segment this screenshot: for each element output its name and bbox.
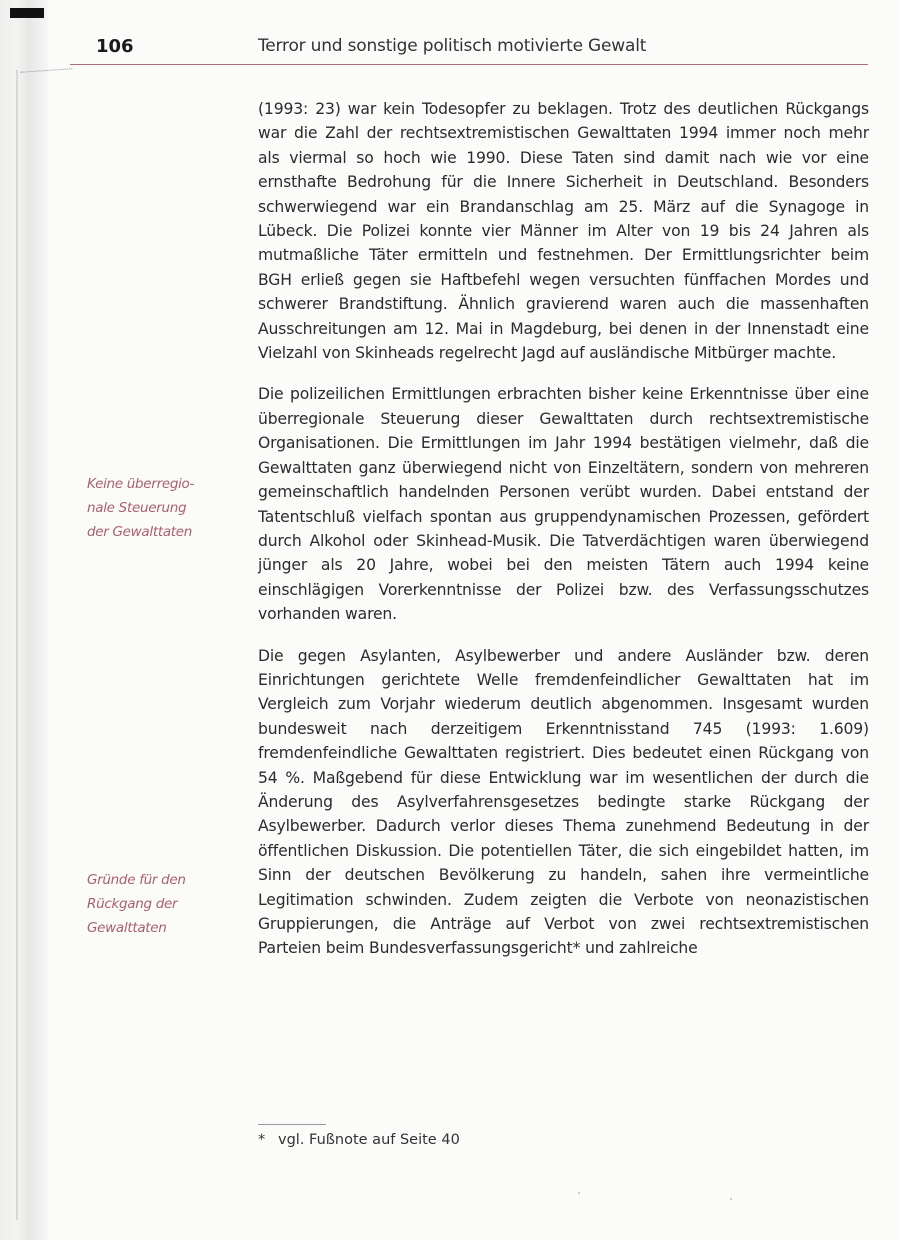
- paragraph-lubeck-magdeburg: (1993: 23) war kein Todesopfer zu beklagen. Trotz des deutlichen Rückgangs war die Zahl der rechtsextremistischen Gewalttaten 1994 immer noch mehr als viermal so hoch wie 1990. Diese Taten sind damit nach wie vor eine ernsthafte Bedrohung für die Innere Sicherheit in Deutschland. Besonders schwerwiegend war ein Brandanschlag am 25. März auf die Synagoge in Lübeck. Die Polizei konnte vier Männer im Alter von 19 bis 24 Jahren als mutmaßliche Täter ermitteln und festnehmen. Der Ermittlungsrichter beim BGH erließ gegen sie Haftbefehl wegen versuchten fünffachen Mordes und schwerer Brandstiftung. Ähnlich gravierend waren auch die massenhaften Ausschreitungen am 12. Mai in Magdeburg, bei denen in der Innenstadt eine Vielzahl von Skinheads regelrecht Jagd auf ausländische Mitbürger machte.: [258, 100, 869, 363]
- scan-speck: [730, 1198, 732, 1200]
- margin-note-steuerung: [87, 472, 237, 544]
- paragraph-ermittlungen: Die polizeilichen Ermittlungen erbrachten bisher keine Erkenntnisse über eine überregionale Steuerung dieser Gewalttaten durch rechtsextremistische Organisationen. Die Ermittlungen im Jahr 1994 bestätigen vielmehr, daß die Gewalttaten ganz überwiegend nicht von Einzeltätern, sondern von mehreren gemeinschaftlich handelnden Personen verübt wurden. Dabei entstand der Tatentschluß vielfach spontan aus gruppendynamischen Prozessen, gefördert durch Alkohol oder Skinhead-Musik. Die Tatverdächtigen waren überwiegend jünger als 20 Jahre, wobei bei den meisten Tätern auch 1994 keine einschlägigen Vorerkenntnisse der Polizei bzw. des Verfassungsschutzes vorhanden waren.: [258, 385, 869, 624]
- footnote-text: vgl. Fußnote auf Seite 40: [278, 1132, 460, 1148]
- margin-note-line: nale Steuerung: [87, 500, 187, 516]
- page-number: 106: [96, 36, 134, 57]
- header-rule: [70, 64, 868, 65]
- footnote-rule: [258, 1124, 326, 1125]
- margin-note-line: Gewalttaten: [87, 920, 167, 936]
- binding-crease: [16, 70, 18, 1220]
- margin-note-line: Gründe für den: [87, 872, 186, 888]
- margin-note-line: Rückgang der: [87, 896, 178, 912]
- margin-note-line: der Gewalttaten: [87, 524, 193, 540]
- margin-note-gruende: [87, 868, 237, 940]
- binding-shadow: [10, 8, 44, 18]
- footnote: [258, 1132, 460, 1148]
- pencil-scribble: [20, 58, 73, 73]
- page-header: [96, 36, 866, 66]
- body-text: [258, 97, 869, 978]
- scan-speck: [578, 1192, 580, 1194]
- footnote-mark: *: [258, 1132, 266, 1148]
- running-title: Terror und sonstige politisch motivierte Gewalt: [258, 36, 647, 56]
- margin-note-line: Keine überregio-: [87, 476, 195, 492]
- book-binding-edge: [0, 0, 48, 1240]
- paragraph-fremdenfeindlich: Die gegen Asylanten, Asylbewerber und andere Ausländer bzw. deren Einrichtungen gerichtete Welle fremdenfeindlicher Gewalttaten hat im Vergleich zum Vorjahr wiederum deutlich abgenommen. Insgesamt wurden bundesweit nach derzeitigem Erkenntnisstand 745 (1993: 1.609) fremdenfeindliche Gewalttaten registriert. Dies bedeutet einen Rückgang von 54 %. Maßgebend für diese Entwicklung war im wesentlichen der durch die Änderung des Asylverfahrensgesetzes bedingte starke Rückgang der Asylbewerber. Dadurch verlor dieses Thema zunehmend Bedeutung in der öffentlichen Diskussion. Die potentiellen Täter, die sich eingebildet hatten, im Sinn der deutschen Bevölkerung zu handeln, sahen ihre vermeintliche Legitimation schwinden. Zudem zeigten die Verbote von neonazistischen Gruppierungen, die Anträge auf Verbot von zwei rechtsextremistischen Parteien beim Bundesverfassungsgericht* und zahlreiche: [258, 646, 869, 958]
